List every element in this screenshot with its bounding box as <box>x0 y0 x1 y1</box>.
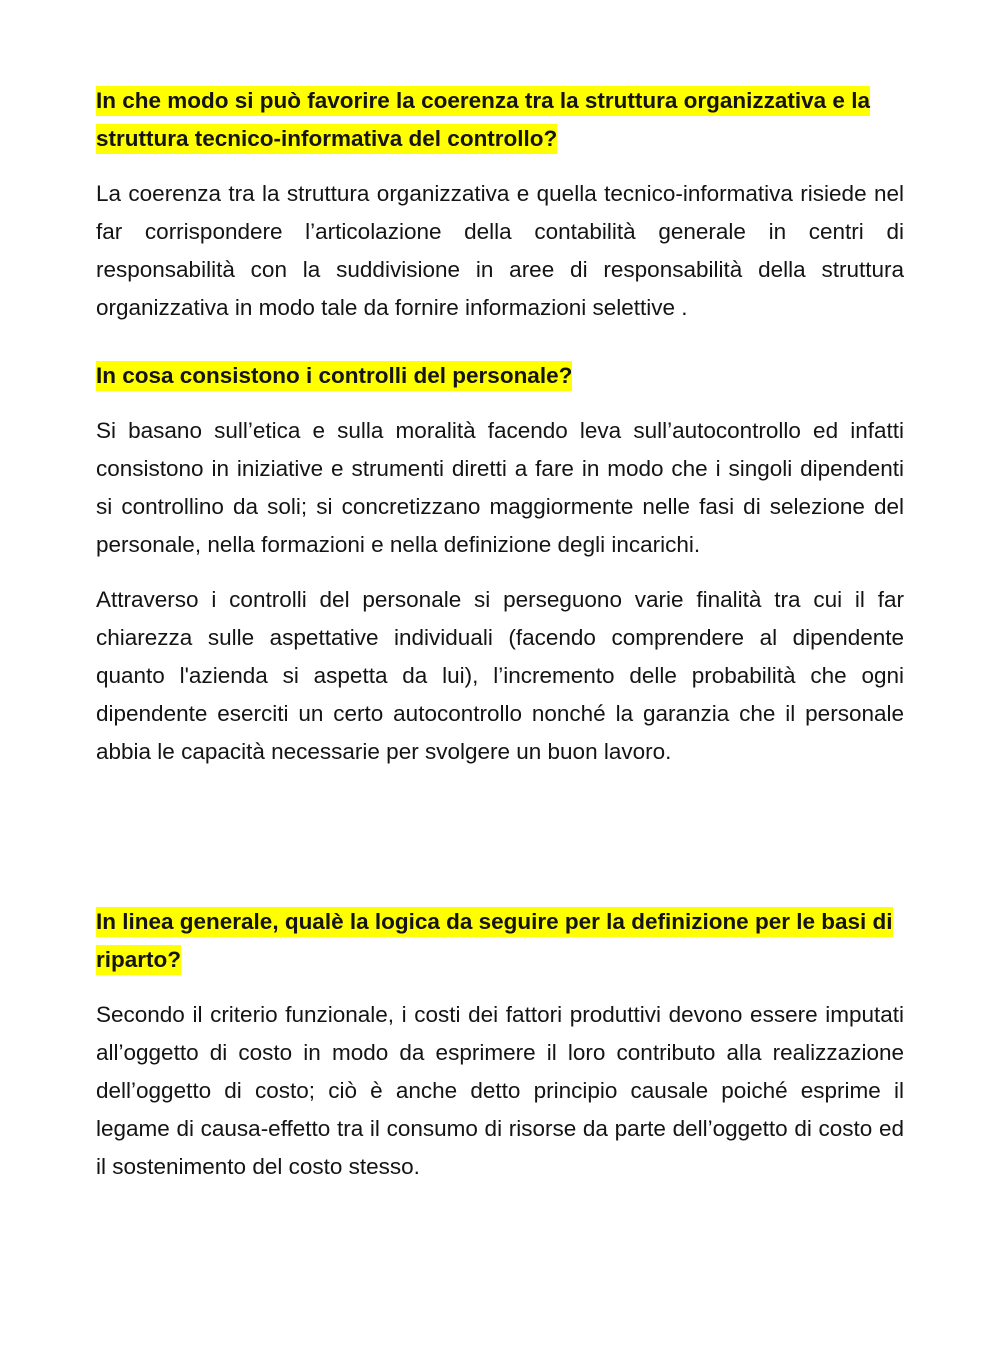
document-page <box>96 82 904 1186</box>
answer-paragraph: La coerenza tra la struttura organizzativa e quella tecnico-informativa risiede nel far corrispondere l’articolazione della contabilità generale in centri di responsabilità con la suddivisione in aree di responsabilità della struttura organizzativa in modo tale da fornire informazioni selettive . <box>96 181 904 320</box>
qa-section-2 <box>96 357 904 771</box>
qa-section-3 <box>96 903 904 1186</box>
answer-paragraph: Si basano sull’etica e sulla moralità facendo leva sull’autocontrollo ed infatti consistono in iniziative e strumenti diretti a fare in modo che i singoli dipendenti si controllino da soli; si concretizzano maggiormente nelle fasi di selezione del personale, nella formazioni e nella definizione degli incarichi. <box>96 418 904 557</box>
answer-paragraph: Secondo il criterio funzionale, i costi dei fattori produttivi devono essere imputati all’oggetto di costo in modo da esprimere il loro contributo alla realizzazione dell’oggetto di costo; ciò è anche detto principio causale poiché esprime il legame di causa-effetto tra il consumo di risorse da parte dell’oggetto di costo ed il sostenimento del costo stesso. <box>96 1002 904 1179</box>
question-heading <box>96 82 904 158</box>
qa-section-1 <box>96 82 904 327</box>
question-heading <box>96 357 904 395</box>
question-heading <box>96 903 904 979</box>
answer-paragraph: Attraverso i controlli del personale si perseguono varie finalità tra cui il far chiarezza sulle aspettative individuali (facendo comprendere al dipendente quanto l'azienda si aspetta da lui), l’incremento delle probabilità che ogni dipendente eserciti un certo autocontrollo nonché la garanzia che il personale abbia le capacità necessarie per svolgere un buon lavoro. <box>96 587 904 764</box>
question-highlight: In cosa consistono i controlli del personale? <box>96 361 572 391</box>
question-highlight: In che modo si può favorire la coerenza tra la struttura organizzativa e la struttura tecnico-informativa del controllo? <box>96 86 870 154</box>
question-highlight: In linea generale, qualè la logica da seguire per la definizione per le basi di riparto? <box>96 907 893 975</box>
